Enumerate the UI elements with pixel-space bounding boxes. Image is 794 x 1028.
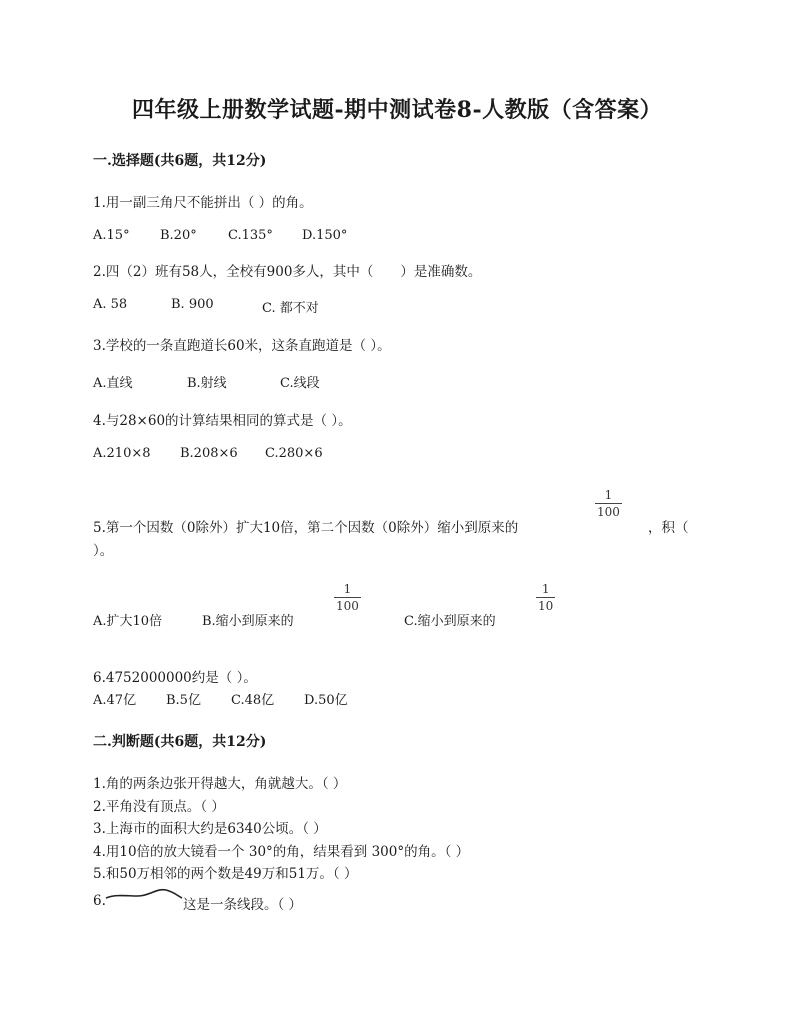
q1-option-c: C.135°	[228, 228, 273, 243]
judge-item-6: 这是一条线段。（ ）	[183, 897, 303, 913]
q4-option-b: B.208×6	[180, 446, 238, 461]
q5-b-numerator: 1	[343, 582, 352, 596]
judge-item-4: 4.用10倍的放大镜看一个 30°的角，结果看到 300°的角。（ ）	[93, 844, 470, 860]
judge-item-3: 3.上海市的面积大约是6340公顷。（ ）	[93, 821, 327, 837]
q6-option-a: A.47亿	[93, 693, 137, 708]
question-1: 1.用一副三角尺不能拼出（ ）的角。	[93, 195, 313, 211]
q5-fraction-denominator: 100	[597, 505, 620, 519]
fraction-bar	[536, 597, 555, 598]
judge-item-1: 1.角的两条边张开得越大，角就越大。（ ）	[93, 776, 347, 792]
question-5-continuation: ）。	[93, 543, 114, 559]
judge-item-2: 2.平角没有顶点。（ ）	[93, 799, 225, 815]
q1-option-b: B.20°	[160, 228, 197, 243]
judge-item-5: 5.和50万相邻的两个数是49万和51万。（ ）	[93, 866, 358, 882]
q2-option-b: B. 900	[171, 297, 214, 312]
question-2: 2.四（2）班有58人，全校有900多人，其中（ ）是准确数。	[93, 264, 482, 280]
q5-b-denominator: 100	[336, 599, 359, 613]
question-5-tail: ，积（	[648, 520, 689, 536]
q5-option-c-fraction	[536, 583, 555, 612]
q6-option-c: C.48亿	[231, 693, 275, 708]
section-2-heading: 二.判断题(共6题，共12分)	[93, 734, 267, 750]
curved-line-figure	[104, 886, 184, 904]
q2-option-a: A. 58	[93, 297, 128, 312]
fraction-bar	[595, 503, 622, 504]
page-title: 四年级上册数学试题-期中测试卷8-人教版（含答案）	[132, 97, 663, 123]
q3-option-b: B.射线	[187, 376, 227, 391]
question-6: 6.4752000000约是（ ）。	[93, 670, 257, 686]
question-4: 4.与28×60的计算结果相同的算式是（ ）。	[93, 413, 352, 429]
q5-c-denominator: 10	[538, 599, 554, 613]
q3-option-a: A.直线	[93, 376, 133, 391]
q6-option-b: B.5亿	[166, 693, 201, 708]
q4-option-a: A.210×8	[93, 446, 151, 461]
q1-option-a: A.15°	[93, 228, 130, 243]
question-3: 3.学校的一条直跑道长60米，这条直跑道是（ ）。	[93, 338, 391, 354]
q6-option-d: D.50亿	[304, 693, 348, 708]
q5-c-numerator: 1	[541, 582, 550, 596]
judge-item-6-number: 6.	[93, 893, 106, 909]
q5-fraction-numerator: 1	[604, 488, 613, 502]
section-1-heading: 一.选择题(共6题，共12分)	[93, 153, 267, 169]
q4-option-c: C.280×6	[265, 446, 323, 461]
question-5: 5.第一个因数（0除外）扩大10倍，第二个因数（0除外）缩小到原来的	[93, 520, 519, 536]
q2-option-c: C. 都不对	[262, 301, 319, 316]
q5-fraction	[595, 489, 622, 518]
q5-option-c: C.缩小到原来的	[404, 614, 496, 629]
q1-option-d: D.150°	[302, 228, 348, 243]
fraction-bar	[334, 597, 361, 598]
q3-option-c: C.线段	[280, 376, 320, 391]
q5-option-a: A.扩大10倍	[93, 614, 163, 629]
q5-option-b: B.缩小到原来的	[202, 614, 294, 629]
q5-option-b-fraction	[334, 583, 361, 612]
